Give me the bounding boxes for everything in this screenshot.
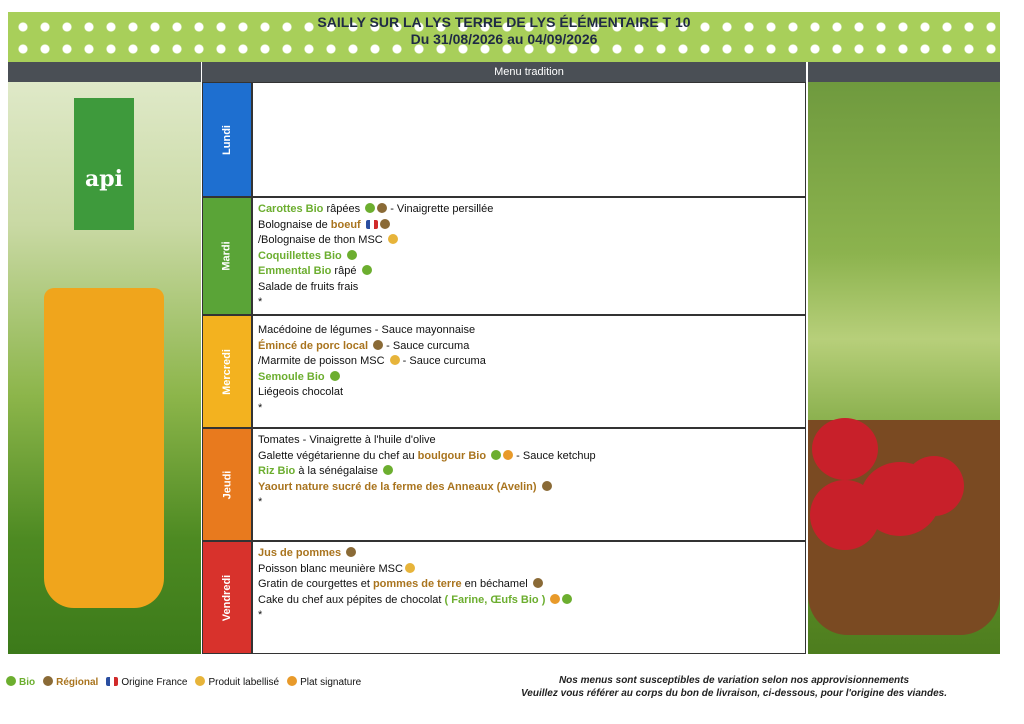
menu-item xyxy=(258,449,800,465)
menu-item xyxy=(258,495,800,511)
day-label-mercredi xyxy=(202,315,252,428)
menu-text: Liégeois chocolat xyxy=(258,386,344,398)
menu-text: * xyxy=(258,296,263,308)
legend-label: Bio xyxy=(19,677,36,688)
menu-text: Coquillettes Bio xyxy=(258,249,342,262)
label-icon xyxy=(405,563,415,573)
bio-icon xyxy=(491,450,501,460)
day-label-lundi xyxy=(202,82,252,197)
regional-icon xyxy=(542,481,552,491)
menu-text: à la sénégalaise xyxy=(295,465,381,477)
regional-icon xyxy=(43,676,53,686)
bio-icon xyxy=(562,594,572,604)
header-bar-right xyxy=(808,62,1000,82)
menu-text: Jus de pommes xyxy=(258,547,342,559)
menu-column-label: Menu tradition xyxy=(494,66,564,78)
menu-text: Semoule Bio xyxy=(258,370,325,383)
date-range: Du 31/08/2026 au 04/09/2026 xyxy=(410,31,598,47)
bio-icon xyxy=(347,250,357,260)
label-icon xyxy=(195,676,205,686)
regional-icon xyxy=(377,203,387,213)
menu-item xyxy=(258,323,800,339)
day-label-mardi xyxy=(202,197,252,315)
bio-icon xyxy=(330,371,340,381)
menu-item xyxy=(258,202,800,218)
legend-label: Origine France xyxy=(121,677,188,688)
signature-icon xyxy=(287,676,297,686)
day-name: Jeudi xyxy=(220,470,233,499)
menu-cell-vendredi xyxy=(252,541,806,654)
menu-text xyxy=(342,250,345,262)
menu-text: Tomates - Vinaigrette à l'huile d'olive xyxy=(258,434,436,446)
regional-icon xyxy=(373,340,383,350)
bio-icon xyxy=(383,465,393,475)
menu-item xyxy=(258,577,800,593)
menu-item xyxy=(258,562,800,578)
regional-icon xyxy=(533,578,543,588)
menu-text: Emmental Bio xyxy=(258,265,332,277)
menu-column-header xyxy=(252,62,806,82)
france-flag-icon xyxy=(366,220,378,229)
legend-label: Régional xyxy=(56,677,99,688)
apple-image xyxy=(904,456,964,516)
menu-text xyxy=(341,547,344,559)
menu-cell-lundi xyxy=(252,82,806,197)
bio-icon xyxy=(362,265,372,275)
footer-line-1: Nos menus sont susceptibles de variation selon nos approvisionnements xyxy=(558,675,910,686)
menu-text: /Bolognaise de thon MSC xyxy=(258,234,386,246)
menu-text: boeuf xyxy=(330,218,361,231)
school-title: SAILLY SUR LA LYS TERRE DE LYS ÉLÉMENTAIRE T 10 xyxy=(317,14,691,30)
menu-text: pommes de terre xyxy=(372,578,462,590)
menu-text: boulgour Bio xyxy=(417,449,487,462)
menu-text xyxy=(545,594,548,606)
legend xyxy=(6,676,367,688)
menu-text: Yaourt nature sucré de la ferme des Anneaux (Avelin) xyxy=(258,480,537,493)
day-name: Lundi xyxy=(221,124,233,155)
menu-item xyxy=(258,370,800,386)
menu-text xyxy=(361,219,364,231)
regional-icon xyxy=(380,219,390,229)
menu-item xyxy=(258,354,800,370)
day-name: Vendredi xyxy=(221,574,233,621)
france-flag-icon xyxy=(106,677,118,686)
footer-note xyxy=(504,674,964,700)
menu-item xyxy=(258,280,800,296)
menu-text: Salade de fruits frais xyxy=(258,280,359,293)
menu-item xyxy=(258,608,800,624)
menu-item xyxy=(258,385,800,401)
menu-text: Carottes Bio xyxy=(258,203,324,215)
logo-text: api xyxy=(85,166,123,192)
menu-text: Cake du chef aux pépites de chocolat xyxy=(258,593,445,606)
menu-text: râpées xyxy=(323,203,364,215)
menu-text: Galette végétarienne du chef au xyxy=(258,449,418,462)
menu-item xyxy=(258,593,800,609)
menu-item xyxy=(258,401,800,417)
legend-label: Produit labellisé xyxy=(208,677,280,688)
menu-text: * xyxy=(258,609,263,621)
label-icon xyxy=(390,355,400,365)
menu-item xyxy=(258,546,800,562)
signature-icon xyxy=(503,450,513,460)
header-bar-left xyxy=(8,62,201,82)
regional-icon xyxy=(346,547,356,557)
menu-text: * xyxy=(258,496,263,508)
menu-item xyxy=(258,480,800,496)
menu-text: - Vinaigrette persillée xyxy=(387,203,494,215)
menu-text: Gratin de courgettes et xyxy=(258,578,373,590)
menu-text: ( Farine, Œufs Bio ) xyxy=(444,593,546,606)
page-title xyxy=(8,14,1000,48)
signature-icon xyxy=(550,594,560,604)
menu-text: - Sauce curcuma xyxy=(383,339,470,352)
label-icon xyxy=(388,234,398,244)
menu-cell-jeudi xyxy=(252,428,806,541)
api-logo xyxy=(74,98,134,230)
header-bar-days xyxy=(202,62,252,82)
menu-text: /Marmite de poisson MSC xyxy=(258,355,388,367)
menu-item xyxy=(258,233,800,249)
menu-item xyxy=(258,295,800,311)
apple-image xyxy=(812,418,878,480)
day-label-vendredi xyxy=(202,541,252,654)
apple-image xyxy=(810,480,880,550)
menu-item xyxy=(258,339,800,355)
menu-text xyxy=(486,450,489,462)
menu-text: Bolognaise de xyxy=(258,218,331,231)
menu-text xyxy=(368,340,371,352)
menu-cell-mercredi xyxy=(252,315,806,428)
menu-text: en béchamel xyxy=(461,578,531,590)
day-name: Mardi xyxy=(221,241,233,271)
menu-text xyxy=(325,371,328,383)
menu-cell-mardi xyxy=(252,197,806,315)
menu-text: Macédoine de légumes - Sauce mayonnaise xyxy=(258,324,476,336)
menu-item xyxy=(258,464,800,480)
bio-icon xyxy=(365,203,375,213)
bio-icon xyxy=(6,676,16,686)
menu-item xyxy=(258,218,800,234)
menu-text: Émincé de porc local xyxy=(258,339,369,352)
menu-text: Riz Bio xyxy=(258,465,296,477)
menu-text: * xyxy=(258,401,263,414)
menu-item xyxy=(258,433,800,449)
menu-text: - Sauce curcuma xyxy=(399,355,486,367)
menu-text: - Sauce ketchup xyxy=(513,449,596,462)
menu-text xyxy=(537,481,540,493)
yellow-boot-image xyxy=(44,288,164,608)
legend-label: Plat signature xyxy=(300,677,362,688)
day-label-jeudi xyxy=(202,428,252,541)
menu-item xyxy=(258,264,800,280)
menu-item xyxy=(258,249,800,265)
menu-text: râpé xyxy=(331,265,360,277)
menu-text: Poisson blanc meunière MSC xyxy=(258,562,403,575)
footer-line-2: Veuillez vous référer au corps du bon de livraison, ci-dessous, pour l'origine des viandes. xyxy=(520,688,947,699)
day-name: Mercredi xyxy=(220,348,233,395)
